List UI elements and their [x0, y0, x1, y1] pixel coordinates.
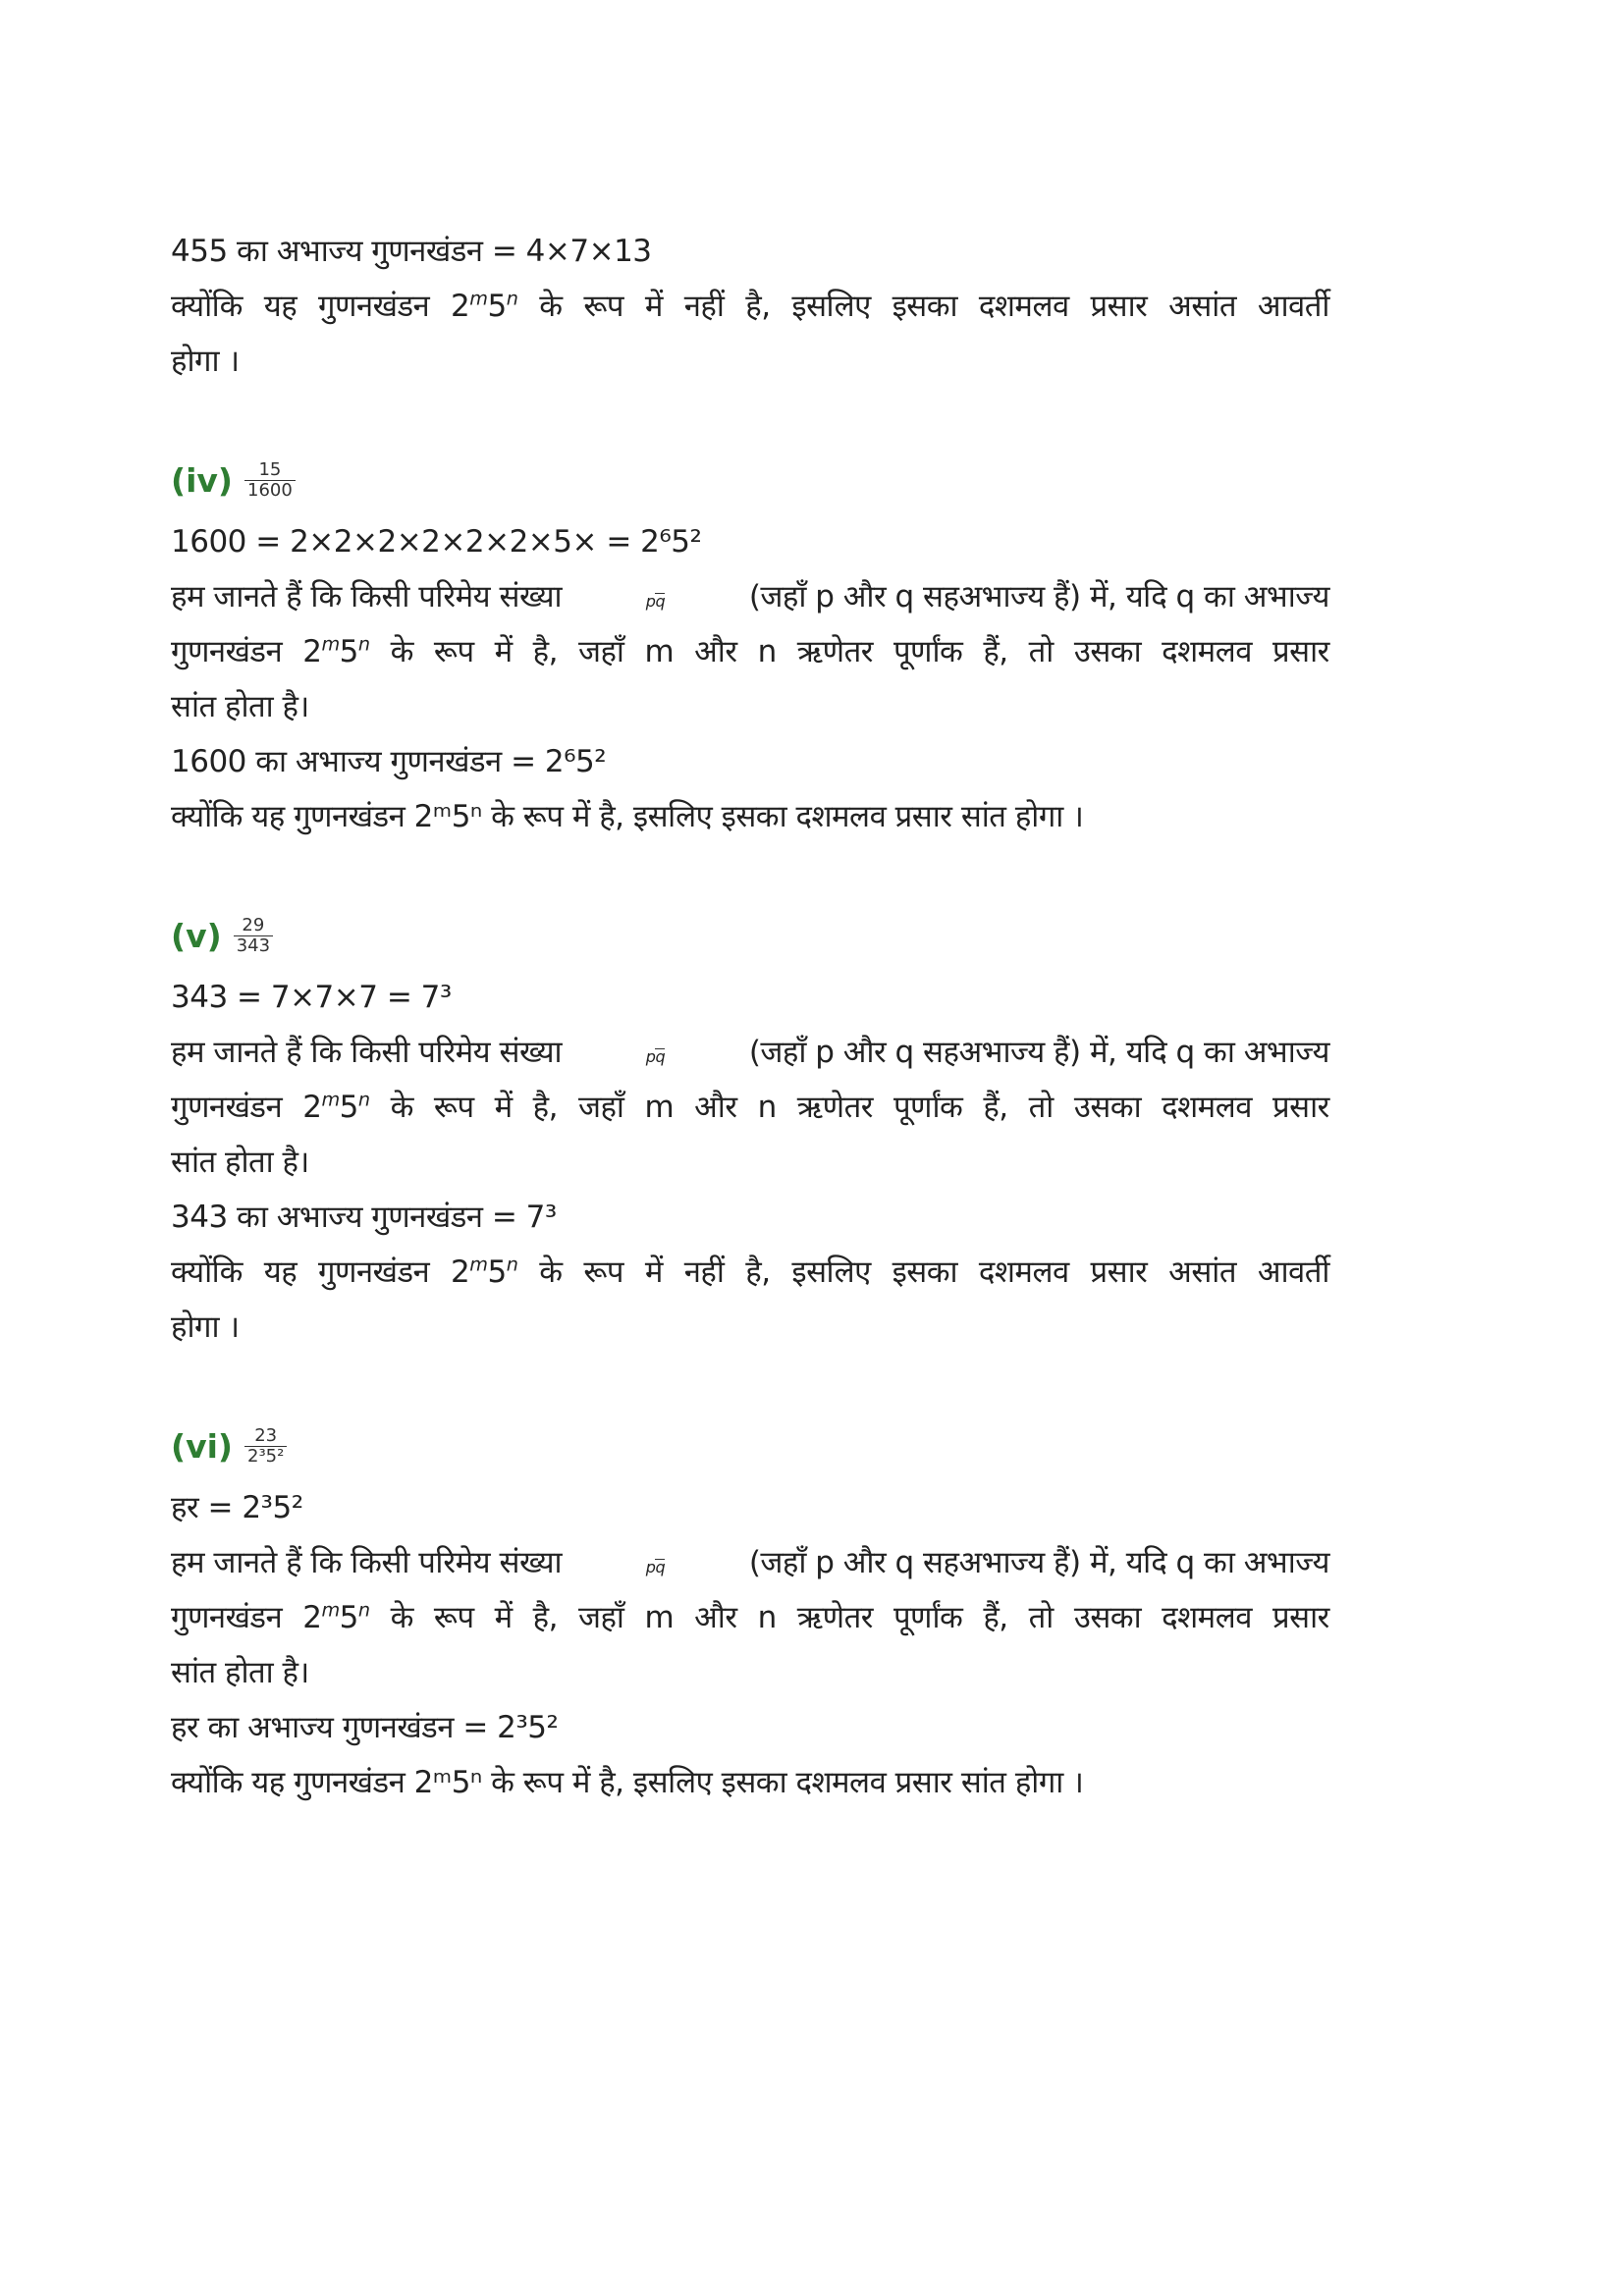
- fraction: [244, 460, 296, 501]
- fraction: [244, 1426, 287, 1467]
- word: m: [644, 1090, 675, 1125]
- fraction-denominator: 343: [234, 935, 273, 956]
- rule-text-a: हम जानते हैं कि किसी परिमेय संख्या: [171, 1545, 563, 1580]
- word: 2$^m$5$^n$: [302, 1088, 370, 1125]
- word: हैं,: [983, 1600, 1008, 1635]
- word: प्रसार: [1090, 1255, 1148, 1290]
- word: दशमलव: [978, 1255, 1069, 1290]
- word: नहीं: [683, 289, 725, 324]
- word: में: [494, 1600, 513, 1635]
- word: आवर्ती: [1257, 289, 1329, 324]
- word: रूप: [433, 634, 474, 669]
- word: इसलिए: [791, 289, 871, 324]
- word: उसका: [1073, 1600, 1142, 1635]
- word: में: [494, 634, 513, 669]
- word: हैं,: [983, 1090, 1008, 1125]
- p-over-q-fraction: pq: [645, 592, 666, 611]
- word: के: [539, 289, 563, 324]
- conclusion-line: [171, 1245, 1329, 1300]
- word: है,: [745, 289, 771, 324]
- rule-line-1: [171, 1025, 1329, 1080]
- part-label: (vi): [171, 1426, 233, 1466]
- word: असांत: [1168, 289, 1237, 324]
- word: में: [644, 289, 663, 324]
- word: पूर्णांक: [893, 634, 963, 669]
- word: 2$^m$5$^n$: [451, 1253, 518, 1290]
- word: यह: [263, 289, 298, 324]
- factorization-455: 455 का अभाज्य गुणनखंडन = 4×7×13: [171, 234, 652, 269]
- word: जहाँ: [577, 1600, 624, 1635]
- word: तो: [1028, 634, 1054, 669]
- word: दशमलव: [1162, 1090, 1252, 1125]
- rule-line-3: सांत होता है।: [171, 1145, 309, 1180]
- part-vi-heading: [171, 1412, 1329, 1480]
- rule-line-2: [171, 1590, 1329, 1645]
- word: जहाँ: [577, 1090, 624, 1125]
- word: n: [757, 1600, 777, 1635]
- rule-text-b: (जहाँ p और q सहअभाज्य हैं) में, यदि q का अभाज्य: [748, 1545, 1329, 1580]
- word: में: [644, 1255, 663, 1290]
- word: के: [390, 634, 413, 669]
- word: उसका: [1073, 1090, 1142, 1125]
- conclusion-line: क्योंकि यह गुणनखंडन 2ᵐ5ⁿ के रूप में है, इसलिए इसका दशमलव प्रसार सांत होगा ।: [171, 1765, 1084, 1800]
- word: n: [757, 634, 777, 669]
- fraction-numerator: 23: [254, 1424, 278, 1446]
- word: है,: [745, 1255, 771, 1290]
- word: क्योंकि: [171, 1255, 243, 1290]
- word: आवर्ती: [1257, 1255, 1329, 1290]
- rule-line-2: [171, 1080, 1329, 1135]
- word: 2$^m$5$^n$: [302, 1598, 370, 1635]
- word: गुणनखंडन: [171, 634, 283, 669]
- word: गुणनखंडन: [318, 1255, 430, 1290]
- prime-factorization: 343 का अभाज्य गुणनखंडन = 7³: [171, 1200, 557, 1235]
- word: है,: [532, 634, 558, 669]
- word: 2$^m$5$^n$: [302, 632, 370, 669]
- word: ऋणेतर: [796, 1090, 873, 1125]
- word: गुणनखंडन: [318, 289, 430, 324]
- word: नहीं: [683, 1255, 725, 1290]
- word: के: [539, 1255, 563, 1290]
- word: दशमलव: [1162, 1600, 1252, 1635]
- word: 2$^m$5$^n$: [451, 287, 518, 324]
- fraction-denominator: 1600: [244, 480, 296, 501]
- prime-factorization: हर का अभाज्य गुणनखंडन = 2³5²: [171, 1710, 559, 1745]
- word: पूर्णांक: [893, 1090, 963, 1125]
- rule-text-b: (जहाँ p और q सहअभाज्य हैं) में, यदि q का अभाज्य: [748, 579, 1329, 614]
- word: रूप: [433, 1090, 474, 1125]
- denominator-calculation: 343 = 7×7×7 = 7³: [171, 980, 452, 1015]
- word: m: [644, 634, 675, 669]
- word: इसका: [892, 1255, 958, 1290]
- word: दशमलव: [1162, 634, 1252, 669]
- denominator-calculation: हर = 2³5²: [171, 1490, 303, 1525]
- word: रूप: [583, 289, 624, 324]
- word: क्योंकि: [171, 289, 243, 324]
- rule-text-a: हम जानते हैं कि किसी परिमेय संख्या: [171, 1035, 563, 1070]
- prime-factorization: 1600 का अभाज्य गुणनखंडन = 2⁶5²: [171, 744, 607, 779]
- word: में: [494, 1090, 513, 1125]
- word: उसका: [1073, 634, 1142, 669]
- document-content: [171, 224, 1329, 1810]
- part-v-heading: [171, 901, 1329, 970]
- word: और: [694, 634, 737, 669]
- word: तो: [1028, 1600, 1054, 1635]
- fraction-numerator: 15: [258, 458, 282, 480]
- word: दशमलव: [978, 289, 1069, 324]
- word: इसलिए: [791, 1255, 871, 1290]
- word: प्रसार: [1271, 1090, 1329, 1125]
- rule-text-a: हम जानते हैं कि किसी परिमेय संख्या: [171, 579, 563, 614]
- conclusion-line-end: होगा ।: [171, 1309, 240, 1345]
- conclusion-line-end: होगा ।: [171, 344, 240, 379]
- word: पूर्णांक: [893, 1600, 963, 1635]
- word: और: [694, 1600, 737, 1635]
- word: रूप: [583, 1255, 624, 1290]
- rule-line-3: सांत होता है।: [171, 689, 309, 724]
- denominator-calculation: 1600 = 2×2×2×2×2×2×5× = 2⁶5²: [171, 524, 702, 560]
- word: गुणनखंडन: [171, 1090, 283, 1125]
- part-iv-heading: [171, 446, 1329, 514]
- word: ऋणेतर: [796, 634, 873, 669]
- word: जहाँ: [577, 634, 624, 669]
- word: गुणनखंडन: [171, 1600, 283, 1635]
- word: के: [390, 1600, 413, 1635]
- word: है,: [532, 1090, 558, 1125]
- word: ऋणेतर: [796, 1600, 873, 1635]
- word: असांत: [1168, 1255, 1237, 1290]
- rule-line-1: [171, 569, 1329, 624]
- rule-line-1: [171, 1535, 1329, 1590]
- part-label: (iv): [171, 460, 233, 500]
- word: प्रसार: [1090, 289, 1148, 324]
- rule-line-3: सांत होता है।: [171, 1655, 309, 1690]
- word: रूप: [433, 1600, 474, 1635]
- word: यह: [263, 1255, 298, 1290]
- word: प्रसार: [1271, 634, 1329, 669]
- part-label: (v): [171, 916, 222, 955]
- p-over-q-fraction: pq: [645, 1047, 666, 1066]
- rule-line-2: [171, 624, 1329, 679]
- conclusion-line: क्योंकि यह गुणनखंडन 2ᵐ5ⁿ के रूप में है, इसलिए इसका दशमलव प्रसार सांत होगा ।: [171, 799, 1084, 834]
- word: प्रसार: [1271, 1600, 1329, 1635]
- word: n: [757, 1090, 777, 1125]
- word: है,: [532, 1600, 558, 1635]
- word: हैं,: [983, 634, 1008, 669]
- word: तो: [1028, 1090, 1054, 1125]
- fraction-denominator: 2³5²: [244, 1446, 287, 1467]
- fraction-numerator: 29: [242, 914, 265, 935]
- word: m: [644, 1600, 675, 1635]
- word: के: [390, 1090, 413, 1125]
- p-over-q-fraction: pq: [645, 1558, 666, 1576]
- conclusion-line: [171, 279, 1329, 334]
- rule-text-b: (जहाँ p और q सहअभाज्य हैं) में, यदि q का अभाज्य: [748, 1035, 1329, 1070]
- word: इसका: [892, 289, 958, 324]
- fraction: [234, 916, 273, 956]
- word: और: [694, 1090, 737, 1125]
